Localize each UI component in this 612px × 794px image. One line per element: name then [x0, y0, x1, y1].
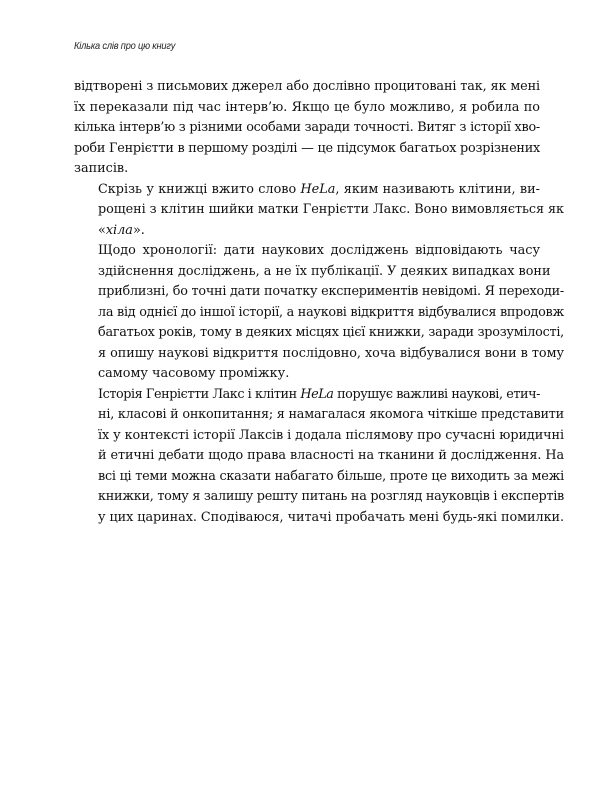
text-line: самому часовому проміжку. — [98, 366, 290, 381]
hela-term: HeLa — [300, 181, 336, 197]
text-line: багатьох років, тому в деяких місцях цієї книжки, заради зрозумілості, — [98, 325, 564, 340]
text-line: я опишу наукові відкриття послідовно, хоча відбувалися вони в тому — [98, 345, 564, 361]
text-line: їх у контексті історії Лаксів і додала післямову про сучасні юридичні — [98, 427, 564, 443]
text-segment: порушує важливі наукові, етич- — [333, 386, 540, 402]
text-line: у цих царинах. Сподіваюся, читачі пробачать мені будь-які помилки. — [98, 509, 564, 525]
text-segment: Історія Генрієтти Лакс і клітин — [98, 386, 301, 402]
text-segment: , яким називають клітини, ви- — [335, 181, 540, 197]
paragraph — [74, 77, 540, 180]
text-line: всі ці теми можна сказати набагато більше, проте це виходить за межі — [98, 468, 564, 484]
paragraph-hela-pronunciation — [74, 180, 564, 242]
text-line: ні, класові й онкопитання; я намагалася якомога чіткіше представити — [98, 407, 564, 422]
text-line — [74, 385, 540, 406]
pronunciation-term: хіла — [105, 222, 133, 238]
body-text — [74, 77, 564, 528]
text-line: кілька інтерв’ю з різними особами заради точності. Витяг з історії хво- — [74, 120, 540, 135]
text-line: здійснення досліджень, а не їх публікації. У деяких випадках вони — [98, 263, 551, 279]
text-line: рощені з клітин шийки матки Генрієтти Лакс. Воно вимовляється як — [98, 202, 564, 217]
paragraph-ethics — [74, 385, 564, 529]
text-line: приблизні, бо точні дати початку експериментів невідомі. Я переходи- — [98, 284, 564, 299]
text-line: роби Генрієтти в першому розділі — це підсумок багатьох розрізнених — [74, 140, 540, 156]
text-segment: ». — [132, 222, 145, 238]
text-segment: Скрізь у книжці вжито слово — [98, 181, 301, 197]
text-line: їх переказали під час інтерв’ю. Якщо це було можливо, я робила по — [74, 99, 540, 115]
text-line: відтворені з письмових джерел або дослівно процитовані так, як мені — [74, 79, 540, 94]
text-line: й етичні дебати щодо права власності на тканини й дослідження. На — [98, 448, 564, 463]
hela-term: HeLa — [300, 386, 334, 402]
text-line: записів. — [74, 161, 129, 176]
text-line: ла від однієї до іншої історії, а наукові відкриття відбувалися впродовж — [98, 304, 564, 320]
text-line — [74, 221, 540, 242]
text-line: Щодо хронології: дати наукових досліджень відповідають часу — [98, 243, 540, 258]
text-segment: « — [98, 222, 106, 238]
text-line: книжки, тому я залишу решту питань на розгляд науковців і експертів — [98, 489, 564, 504]
text-line — [74, 180, 540, 201]
running-header: Кілька слів про цю книгу — [74, 40, 176, 52]
paragraph-chronology — [74, 241, 564, 385]
